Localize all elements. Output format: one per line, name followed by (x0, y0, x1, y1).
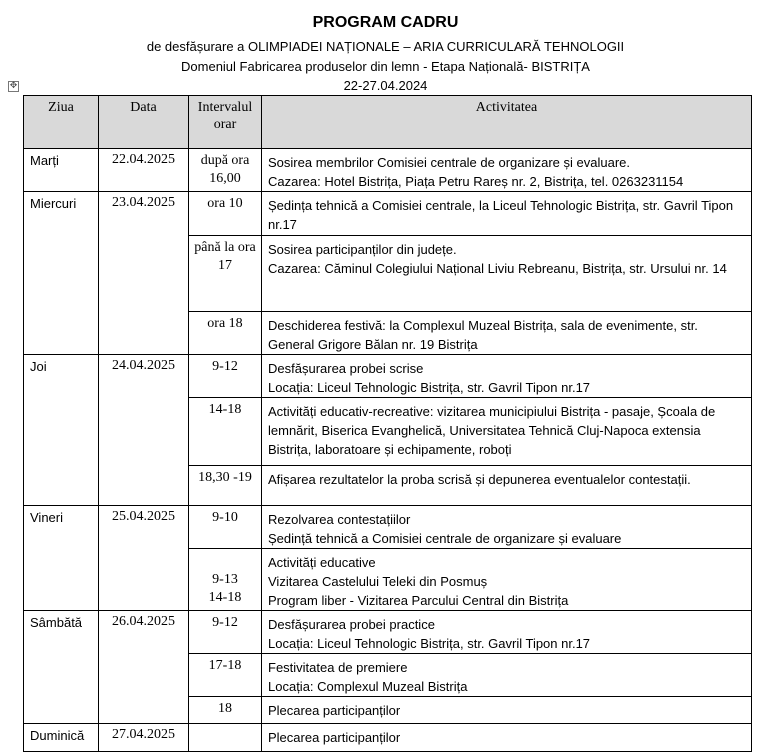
table-header-row (24, 96, 752, 149)
table-row (24, 724, 752, 752)
date-cell: 25.04.2025 (99, 506, 189, 611)
activity-cell (262, 611, 752, 654)
table-row (24, 192, 752, 236)
activity-line: Rezolvarea contestațiilor (268, 512, 411, 527)
activity-line: Ședință tehnică a Comisiei centrale de organizare și evaluare (268, 531, 622, 546)
activity-cell (262, 506, 752, 549)
day-cell: Vineri (24, 506, 99, 611)
day-cell: Miercuri (24, 192, 99, 355)
activity-cell (262, 192, 752, 236)
activity-cell (262, 149, 752, 192)
column-header-date: Data (99, 96, 189, 149)
interval-cell: 17-18 (189, 654, 262, 697)
interval-cell: 18,30 -19 (189, 466, 262, 506)
table-row (24, 506, 752, 549)
date-cell: 23.04.2025 (99, 192, 189, 355)
activity-cell (262, 654, 752, 697)
activity-line: Sosirea participanților din județe. (268, 242, 457, 257)
activity-line: Activități educative (268, 555, 376, 570)
date-cell: 22.04.2025 (99, 149, 189, 192)
column-header-activity: Activitatea (262, 96, 752, 149)
interval-cell (189, 549, 262, 611)
interval-cell: 14-18 (189, 398, 262, 466)
interval-line: 9-13 (212, 572, 238, 587)
activity-line: Activități educativ-recreative: vizitarea municipiului Bistrița - pasaje, Școala de lemnărit, Biserica Evanghelică, Universitatea Tehnică Cluj-Napoca extensia Bistrița, laboratoare și echipamente, roboți (268, 404, 716, 457)
table-row (24, 355, 752, 398)
activity-cell (262, 398, 752, 466)
activity-cell (262, 312, 752, 355)
activity-line: Plecarea participanților (268, 703, 401, 718)
subtitle-line-2: Domeniul Fabricarea produselor din lemn - Etapa Națională- BISTRIȚA (181, 59, 590, 74)
activity-cell (262, 549, 752, 611)
document-title: PROGRAM CADRU (312, 14, 459, 31)
interval-cell: 18 (189, 697, 262, 724)
activity-line: Cazarea: Hotel Bistrița, Piața Petru Rareș nr. 2, Bistrița, tel. 0263231154 (268, 174, 684, 189)
column-header-day: Ziua (24, 96, 99, 149)
table-move-handle-icon[interactable]: ✥ (9, 81, 18, 91)
activity-line: Sosirea membrilor Comisiei centrale de organizare și evaluare. (268, 155, 630, 170)
interval-cell: ora 10 (189, 192, 262, 236)
activity-line: Desfășurarea probei practice (268, 617, 435, 632)
interval-cell: până la ora 17 (189, 236, 262, 312)
activity-cell (262, 466, 752, 506)
subtitle-line-1: de desfășurare a OLIMPIADEI NAȚIONALE – ARIA CURRICULARĂ TEHNOLOGII (146, 39, 625, 54)
interval-cell: 9-12 (189, 355, 262, 398)
day-cell: Marți (24, 149, 99, 192)
interval-cell: 9-12 (189, 611, 262, 654)
activity-line: Locația: Liceul Tehnologic Bistrița, str. Gavril Tipon nr.17 (268, 636, 591, 651)
date-cell: 27.04.2025 (99, 724, 189, 752)
activity-line: Program liber - Vizitarea Parcului Central din Bistrița (268, 593, 569, 608)
schedule-table (23, 95, 752, 752)
activity-line: Plecarea participanților (268, 730, 401, 745)
activity-cell (262, 697, 752, 724)
date-cell: 24.04.2025 (99, 355, 189, 506)
date-cell: 26.04.2025 (99, 611, 189, 724)
interval-cell: după ora 16,00 (189, 149, 262, 192)
activity-cell (262, 236, 752, 312)
activity-cell (262, 355, 752, 398)
activity-line: Desfășurarea probei scrise (268, 361, 424, 376)
table-row (24, 611, 752, 654)
activity-line: Vizitarea Castelului Teleki din Posmuș (268, 574, 488, 589)
interval-cell (189, 724, 262, 752)
interval-line: 14-18 (208, 590, 242, 605)
day-cell: Duminică (24, 724, 99, 752)
activity-line: Cazarea: Căminul Colegiului Național Liviu Rebreanu, Bistrița, str. Ursului nr. 14 (268, 261, 727, 276)
activity-line: Festivitatea de premiere (268, 660, 408, 675)
activity-line: Afișarea rezultatelor la proba scrisă și depunerea eventualelor contestații. (268, 472, 691, 487)
day-cell: Joi (24, 355, 99, 506)
column-header-interval: Intervalul orar (189, 96, 262, 149)
activity-line: Ședința tehnică a Comisiei centrale, la Liceul Tehnologic Bistrița, str. Gavril Tipon nr.17 (268, 198, 734, 232)
activity-cell (262, 724, 752, 752)
day-cell: Sâmbătă (24, 611, 99, 724)
activity-line: Locația: Liceul Tehnologic Bistrița, str. Gavril Tipon nr.17 (268, 380, 591, 395)
interval-cell: ora 18 (189, 312, 262, 355)
interval-cell: 9-10 (189, 506, 262, 549)
activity-line: Locația: Complexul Muzeal Bistrița (268, 679, 468, 694)
date-range: 22-27.04.2024 (343, 78, 428, 93)
activity-line: Deschiderea festivă: la Complexul Muzeal Bistrița, sala de evenimente, str. General Grigore Bălan nr. 19 Bistrița (268, 318, 698, 352)
table-row (24, 149, 752, 192)
